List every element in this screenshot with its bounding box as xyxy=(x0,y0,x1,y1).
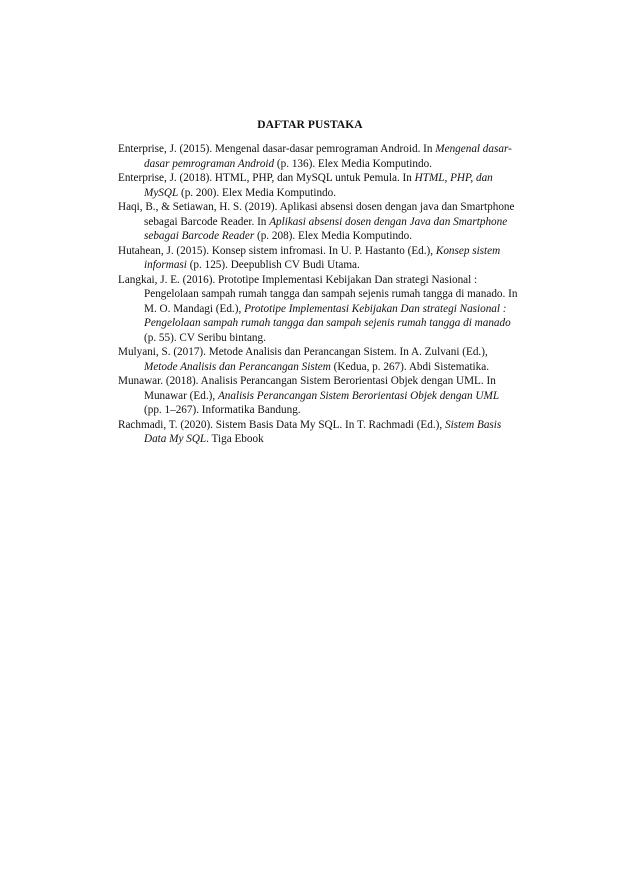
reference-list xyxy=(118,142,518,447)
reference-item xyxy=(118,171,518,200)
reference-text: Enterprise, J. (2015). Mengenal dasar-dasar pemrograman Android. In xyxy=(118,143,436,155)
reference-source-title: Aplikasi absensi dosen dengan Java dan Smartphone sebagai Barcode Reader xyxy=(144,215,508,242)
reference-publisher: . Tiga Ebook xyxy=(206,433,264,445)
reference-publisher: (p. 125). Deepublish CV Budi Utama. xyxy=(186,259,360,271)
reference-text: Haqi, B., & Setiawan, H. S. (2019). Aplikasi absensi dosen dengan java dan Smartphone sebagai Barcode Reader. In xyxy=(118,201,515,228)
reference-source-title: Analisis Perancangan Sistem Berorientasi Objek dengan UML xyxy=(217,389,500,402)
reference-source-title: Prototipe Implementasi Kebijakan Dan strategi Nasional : Pengelolaan sampah rumah tangga dan sampah sejenis rumah tangga di manado xyxy=(144,302,511,329)
reference-text: Mulyani, S. (2017). Metode Analisis dan Perancangan Sistem. In A. Zulvani (Ed.), xyxy=(118,346,488,358)
page-title: DAFTAR PUSTAKA xyxy=(257,119,363,131)
reference-publisher: (p. 208). Elex Media Komputindo. xyxy=(254,230,413,242)
reference-text: Langkai, J. E. (2016). Prototipe Implementasi Kebijakan Dan strategi Nasional : Pengelolaan sampah rumah tangga dan sampah sejenis rumah tangga di manado. In M. O. Mandagi (Ed.), xyxy=(118,273,518,315)
reference-item xyxy=(118,244,518,273)
reference-text: Munawar. (2018). Analisis Perancangan Sistem Berorientasi Objek dengan UML. In Munawar (Ed.), xyxy=(118,375,496,402)
reference-text: Rachmadi, T. (2020). Sistem Basis Data My SQL. In T. Rachmadi (Ed.), xyxy=(118,418,445,431)
reference-item xyxy=(118,142,518,171)
reference-source-title: Mengenal dasar-dasar pemrograman Android xyxy=(144,143,512,170)
reference-text: Enterprise, J. (2018). HTML, PHP, dan MySQL untuk Pemula. In xyxy=(118,172,415,184)
reference-source-title: Metode Analisis dan Perancangan Sistem xyxy=(144,360,331,373)
reference-text: Hutahean, J. (2015). Konsep sistem infromasi. In U. P. Hastanto (Ed.), xyxy=(118,244,436,257)
reference-source-title: Konsep sistem informasi xyxy=(144,244,501,271)
reference-publisher: (p. 136). Elex Media Komputindo. xyxy=(274,157,432,170)
reference-publisher: (Kedua, p. 267). Abdi Sistematika. xyxy=(330,360,490,373)
reference-publisher: (p. 55). CV Seribu bintang. xyxy=(144,331,266,344)
reference-item xyxy=(118,345,518,374)
reference-source-title: HTML, PHP, dan MySQL xyxy=(144,172,493,199)
reference-publisher: (pp. 1–267). Informatika Bandung. xyxy=(144,404,301,416)
reference-item xyxy=(118,418,518,447)
reference-item xyxy=(118,273,518,346)
reference-publisher: (p. 200). Elex Media Komputindo. xyxy=(178,186,337,199)
reference-item xyxy=(118,374,518,418)
reference-source-title: Sistem Basis Data My SQL xyxy=(144,418,502,445)
reference-item xyxy=(118,200,518,244)
